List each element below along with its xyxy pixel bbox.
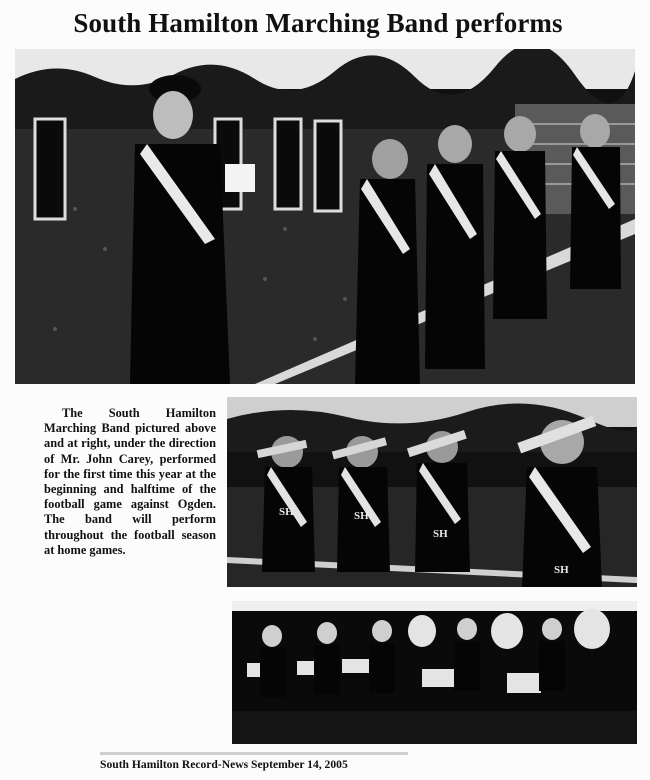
footer-rule [100, 752, 408, 755]
photo-drumline [232, 601, 637, 744]
source-line: South Hamilton Record-News September 14, 2005 [100, 758, 348, 771]
headline: South Hamilton Marching Band performs [73, 8, 563, 38]
photo-band-standing [15, 49, 635, 384]
uniform-letters: SH [433, 528, 448, 540]
uniform-letters: SH [554, 564, 569, 576]
photo-horn-section [227, 397, 637, 587]
photo-caption: The South Hamilton Marching Band pictured above and at right, under the direction of Mr. John Carey, performed for the first time this year at the beginning and halftime of the football game against Ogden. The band will perform throughout the football season at home games. [44, 406, 216, 557]
uniform-letters: SH [279, 506, 294, 518]
uniform-letters: SH [354, 510, 369, 522]
